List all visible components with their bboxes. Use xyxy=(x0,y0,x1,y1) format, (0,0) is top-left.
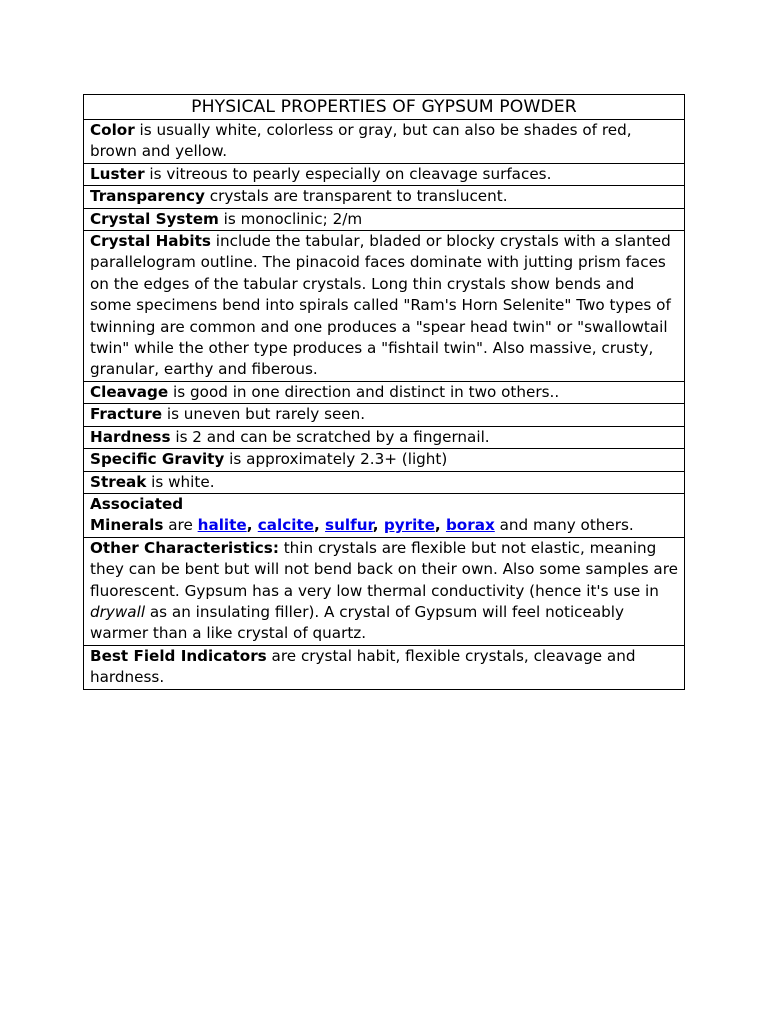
cell-specific-gravity xyxy=(84,449,685,471)
term-crystal-system: Crystal System xyxy=(90,209,219,228)
cell-best-field-indicators xyxy=(84,645,685,689)
desc-associated-before: are xyxy=(163,516,198,535)
term-crystal-habits: Crystal Habits xyxy=(90,232,211,251)
link-pyrite[interactable]: pyrite xyxy=(383,516,435,535)
row-transparency xyxy=(84,186,685,208)
row-cleavage xyxy=(84,381,685,403)
cell-transparency xyxy=(84,186,685,208)
term-cleavage: Cleavage xyxy=(90,382,169,401)
cell-fracture xyxy=(84,404,685,426)
row-specific-gravity xyxy=(84,449,685,471)
cell-cleavage xyxy=(84,381,685,403)
term-streak: Streak xyxy=(90,472,147,491)
link-separator: , xyxy=(434,516,446,535)
row-crystal-system xyxy=(84,208,685,230)
row-streak xyxy=(84,471,685,493)
desc-hardness: is 2 and can be scratched by a fingernail. xyxy=(170,427,490,446)
desc-other-after: as an insulating filler). A crystal of Gypsum will feel noticeably warmer than a like crystal of quartz. xyxy=(90,602,625,643)
desc-streak: is white. xyxy=(146,472,215,491)
desc-color: is usually white, colorless or gray, but can also be shades of red, brown and yellow. xyxy=(90,121,632,161)
emphasis-drywall: drywall xyxy=(90,602,146,621)
term-fracture: Fracture xyxy=(90,405,163,424)
row-other-characteristics xyxy=(84,537,685,645)
desc-fracture: is uneven but rarely seen. xyxy=(162,405,366,424)
properties-table xyxy=(83,94,685,690)
cell-luster xyxy=(84,163,685,185)
term-other-characteristics: Other Characteristics: xyxy=(90,538,279,557)
term-associated-line1: Associated xyxy=(90,494,184,513)
cell-streak xyxy=(84,471,685,493)
term-associated-line2: Minerals xyxy=(90,516,164,535)
desc-crystal-system: is monoclinic; 2/m xyxy=(218,209,363,228)
row-hardness xyxy=(84,426,685,448)
term-best-field-indicators: Best Field Indicators xyxy=(90,646,267,665)
desc-cleavage: is good in one direction and distinct in two others.. xyxy=(168,382,560,401)
link-halite[interactable]: halite xyxy=(197,516,247,535)
cell-crystal-system xyxy=(84,208,685,230)
row-crystal-habits xyxy=(84,231,685,382)
desc-other-before: thin crystals are flexible but not elastic, meaning they can be bent but will not bend back on their own. Also some samples are fluorescent. Gypsum has a very low thermal conductivity (hence it's use in xyxy=(90,538,678,600)
table-title: PHYSICAL PROPERTIES OF GYPSUM POWDER xyxy=(84,95,685,120)
desc-crystal-habits: include the tabular, bladed or blocky crystals with a slanted parallelogram outline. The pinacoid faces dominate with jutting prism faces on the edges of the tabular crystals. Long thin crystals show bends and some specimens bend into spirals called "Ram's Horn Selenite" Two types of twinning are common and one produces a "spear head twin" or "swallowtail twin" while the other type produces a "fishtail twin". Also massive, crusty, granular, earthy and fiberous. xyxy=(90,232,671,379)
link-separator: , xyxy=(372,516,384,535)
row-luster xyxy=(84,163,685,185)
term-specific-gravity: Specific Gravity xyxy=(90,450,225,469)
row-best-field-indicators xyxy=(84,645,685,689)
cell-other-characteristics xyxy=(84,537,685,645)
desc-specific-gravity: is approximately 2.3+ (light) xyxy=(224,450,448,469)
link-sulfur[interactable]: sulfur xyxy=(325,516,373,535)
desc-best-field-indicators: are crystal habit, flexible crystals, cleavage and hardness. xyxy=(90,646,636,687)
link-calcite[interactable]: calcite xyxy=(257,516,314,535)
link-separator: , xyxy=(246,516,258,535)
cell-color xyxy=(84,120,685,164)
desc-transparency: crystals are transparent to translucent. xyxy=(204,187,508,206)
term-color: Color xyxy=(90,121,135,139)
link-separator: , xyxy=(313,516,326,535)
row-associated-minerals xyxy=(84,493,685,537)
link-borax[interactable]: borax xyxy=(445,516,495,535)
desc-associated-after: and many others. xyxy=(494,516,634,535)
cell-associated-minerals xyxy=(84,493,685,537)
row-color xyxy=(84,120,685,164)
desc-luster: is vitreous to pearly especially on cleavage surfaces. xyxy=(144,164,552,183)
title-row xyxy=(84,95,685,120)
cell-crystal-habits xyxy=(84,231,685,382)
term-luster: Luster xyxy=(90,164,145,183)
row-fracture xyxy=(84,404,685,426)
cell-hardness xyxy=(84,426,685,448)
term-transparency: Transparency xyxy=(90,187,205,206)
term-hardness: Hardness xyxy=(90,427,171,446)
